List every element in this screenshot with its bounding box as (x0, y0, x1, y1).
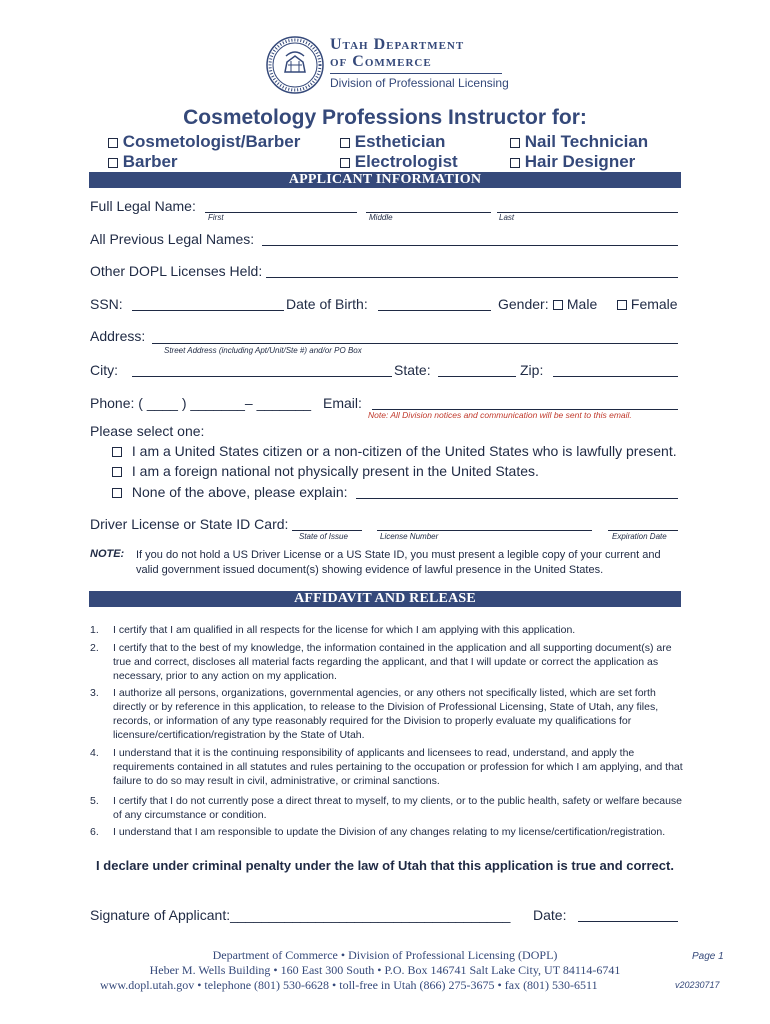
profession-option[interactable]: Nail Technician (510, 132, 648, 152)
header-divider (330, 73, 502, 74)
citizenship-option-3[interactable]: None of the above, please explain: (112, 484, 348, 500)
ssn-label: SSN: (90, 296, 123, 312)
address-field[interactable] (152, 343, 678, 344)
checkbox-icon[interactable] (340, 138, 350, 148)
last-name-hint: Last (499, 213, 515, 222)
profession-option[interactable]: Hair Designer (510, 152, 635, 172)
page-number: Page 1 (692, 951, 724, 962)
footer-line-3: www.dopl.utah.gov • telephone (801) 530-6628 • toll-free in Utah (866) 275-3675 • fax (801) 530-6511 (100, 978, 598, 992)
citizenship-option-1[interactable]: I am a United States citizen or a non-citizen of the United States who is lawfully present. (112, 443, 677, 459)
please-select-label: Please select one: (90, 423, 205, 439)
checkbox-icon[interactable] (108, 158, 118, 168)
license-number-field[interactable] (377, 530, 592, 531)
dob-label: Date of Birth: (286, 296, 368, 312)
email-note: Note: All Division notices and communication will be sent to this email. (368, 410, 632, 420)
profession-option[interactable]: Esthetician (340, 132, 445, 152)
profession-option[interactable]: Cosmetologist/Barber (108, 132, 300, 152)
checkbox-icon[interactable] (112, 488, 122, 498)
previous-names-label: All Previous Legal Names: (90, 231, 255, 247)
zip-field[interactable] (553, 376, 678, 377)
division-name: Division of Professional Licensing (330, 76, 509, 90)
other-licenses-field[interactable] (266, 277, 678, 278)
first-name-field[interactable] (205, 212, 357, 213)
dob-field[interactable] (378, 310, 491, 311)
address-label: Address: (90, 328, 146, 344)
checkbox-icon[interactable] (112, 447, 122, 457)
checkbox-icon[interactable] (112, 467, 122, 477)
first-name-hint: First (208, 213, 224, 222)
state-label: State: (394, 362, 431, 378)
phone-field[interactable]: Phone: ( ____ ) _______– _______ (90, 395, 312, 411)
ssn-field[interactable] (132, 310, 284, 311)
footer-line-1: Department of Commerce • Division of Professional Licensing (DOPL) (212, 948, 558, 962)
zip-label: Zip: (520, 362, 544, 378)
applicant-information-header: APPLICANT INFORMATION (89, 172, 681, 188)
full-legal-name-label: Full Legal Name: (90, 198, 196, 214)
state-field[interactable] (438, 376, 516, 377)
checkbox-icon[interactable] (617, 300, 627, 310)
profession-option[interactable]: Electrologist (340, 152, 458, 172)
department-name-line2: of Commerce (330, 53, 432, 70)
profession-option[interactable]: Barber (108, 152, 178, 172)
last-name-field[interactable] (497, 212, 678, 213)
state-seal-icon (266, 36, 324, 94)
signature-field[interactable]: Signature of Applicant:____________________________________ (90, 907, 511, 923)
city-label: City: (90, 362, 118, 378)
footer-line-2: Heber M. Wells Building • 160 East 300 South • P.O. Box 146741 Salt Lake City, UT 84114-6741 (149, 963, 621, 977)
gender-label: Gender: (498, 296, 549, 312)
checkbox-icon[interactable] (553, 300, 563, 310)
gender-male-option[interactable]: Male (553, 296, 597, 312)
declaration: I declare under criminal penalty under the law of Utah that this application is true and correct. (96, 858, 674, 873)
previous-names-field[interactable] (262, 245, 678, 246)
explain-field[interactable] (356, 498, 678, 499)
email-label: Email: (323, 395, 362, 411)
page-title: Cosmetology Professions Instructor for: (183, 106, 587, 129)
signature-date-field[interactable] (578, 921, 678, 922)
other-licenses-label: Other DOPL Licenses Held: (90, 263, 263, 279)
note-text: If you do not hold a US Driver License or a US State ID, you must present a legible copy of your current and valid government issued document(s) showing evidence of lawful presence in the United States. (136, 549, 661, 576)
driver-license-label: Driver License or State ID Card: (90, 516, 289, 532)
checkbox-icon[interactable] (510, 158, 520, 168)
state-of-issue-hint: State of Issue (299, 532, 348, 541)
expiration-date-field[interactable] (608, 530, 678, 531)
license-number-hint: License Number (380, 532, 439, 541)
middle-name-hint: Middle (369, 213, 393, 222)
checkbox-icon[interactable] (510, 138, 520, 148)
checkbox-icon[interactable] (340, 158, 350, 168)
gender-female-option[interactable]: Female (617, 296, 678, 312)
city-field[interactable] (132, 376, 392, 377)
department-name-line1: Utah Department (330, 36, 465, 53)
note-label: NOTE: (90, 548, 125, 560)
expiration-date-hint: Expiration Date (612, 532, 667, 541)
date-label: Date: (533, 907, 567, 923)
affidavit-header: AFFIDAVIT AND RELEASE (89, 591, 681, 607)
checkbox-icon[interactable] (108, 138, 118, 148)
citizenship-option-2[interactable]: I am a foreign national not physically present in the United States. (112, 463, 539, 479)
form-version: v20230717 (675, 980, 720, 990)
state-of-issue-field[interactable] (292, 530, 362, 531)
address-hint: Street Address (including Apt/Unit/Ste #) and/or PO Box (164, 346, 362, 355)
